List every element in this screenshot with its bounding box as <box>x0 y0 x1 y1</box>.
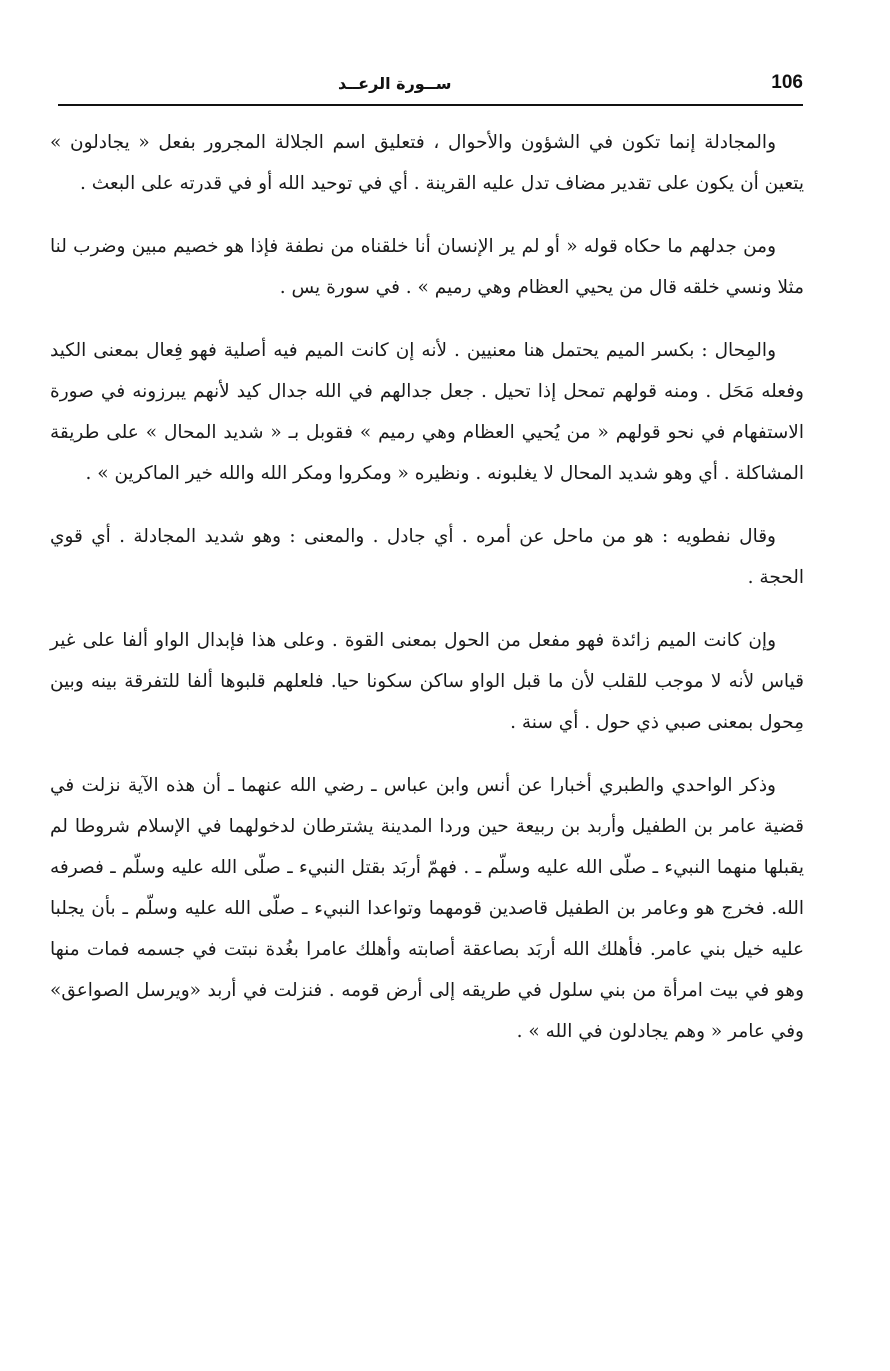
paragraph-3: والمِحال : بكسر الميم يحتمل هنا معنيين . لأنه إن كانت الميم فيه أصلية فهو فِعال بمعنى الكيد وفعله مَحَل . ومنه قولهم تمحل إذا تحيل . جعل جدالهم في الله جدال كيد لأنهم يبرزونه في صورة الاستفهام في نحو قولهم « من يُحيي العظام وهي رميم » فقوبل بـ « شديد المحال » على طريقة المشاكلة . أي وهو شديد المحال لا يغلبونه . ونظيره « ومكروا ومكر الله والله خير الماكرين » . <box>50 340 804 484</box>
paragraph-5: وإن كانت الميم زائدة فهو مفعل من الحول بمعنى القوة . وعلى هذا فإبدال الواو ألفا على غير قياس لأنه لا موجب للقلب لأن ما قبل الواو ساكن سكونا حيا. فلعلهم قلبوها ألفا للتفرقة بينه وبين مِحول بمعنى صبي ذي حول . أي سنة . <box>50 630 804 733</box>
page-body <box>50 122 804 1074</box>
paragraph-2: ومن جدلهم ما حكاه قوله « أو لم ير الإنسان أنا خلقناه من نطفة فإذا هو خصيم مبين وضرب لنا مثلا ونسي خلقه قال من يحيي العظام وهي رميم » . في سورة يس . <box>50 236 804 298</box>
page-number: 106 <box>771 72 803 93</box>
paragraph-6: وذكر الواحدي والطبري أخبارا عن أنس وابن عباس ـ رضي الله عنهما ـ أن هذه الآية نزلت في قضية عامر بن الطفيل وأربد بن ربيعة حين وردا المدينة يشترطان لدخولهما في الإسلام شروطا لم يقبلها منهما النبيء ـ صلّى الله عليه وسلّم ـ . فهمّ أربَد بقتل النبيء ـ صلّى الله عليه وسلّم ـ فصرفه الله. فخرج هو وعامر بن الطفيل قاصدين قومهما وتواعدا النبيء ـ صلّى الله عليه وسلّم ـ بأن يجلبا عليه خيل بني عامر. فأهلك الله أربَد بصاعقة أصابته وأهلك عامرا بغُدة نبتت في جسمه فمات منها وهو في بيت امرأة من بني سلول في طريقه إلى أرض قومه . فنزلت في أربد «ويرسل الصواعق» وفي عامر « وهم يجادلون في الله » . <box>50 775 804 1042</box>
page-header <box>58 72 803 102</box>
header-rule <box>58 104 803 106</box>
paragraph-4: وقال نفطويه : هو من ماحل عن أمره . أي جادل . والمعنى : وهو شديد المجادلة . أي قوي الحجة . <box>50 526 804 588</box>
paragraph-1: والمجادلة إنما تكون في الشؤون والأحوال ، فتعليق اسم الجلالة المجرور بفعل « يجادلون » يتعين أن يكون على تقدير مضاف تدل عليه القرينة . أي في توحيد الله أو في قدرته على البعث . <box>50 132 804 194</box>
running-title: ســورة الرعــد <box>338 74 452 93</box>
